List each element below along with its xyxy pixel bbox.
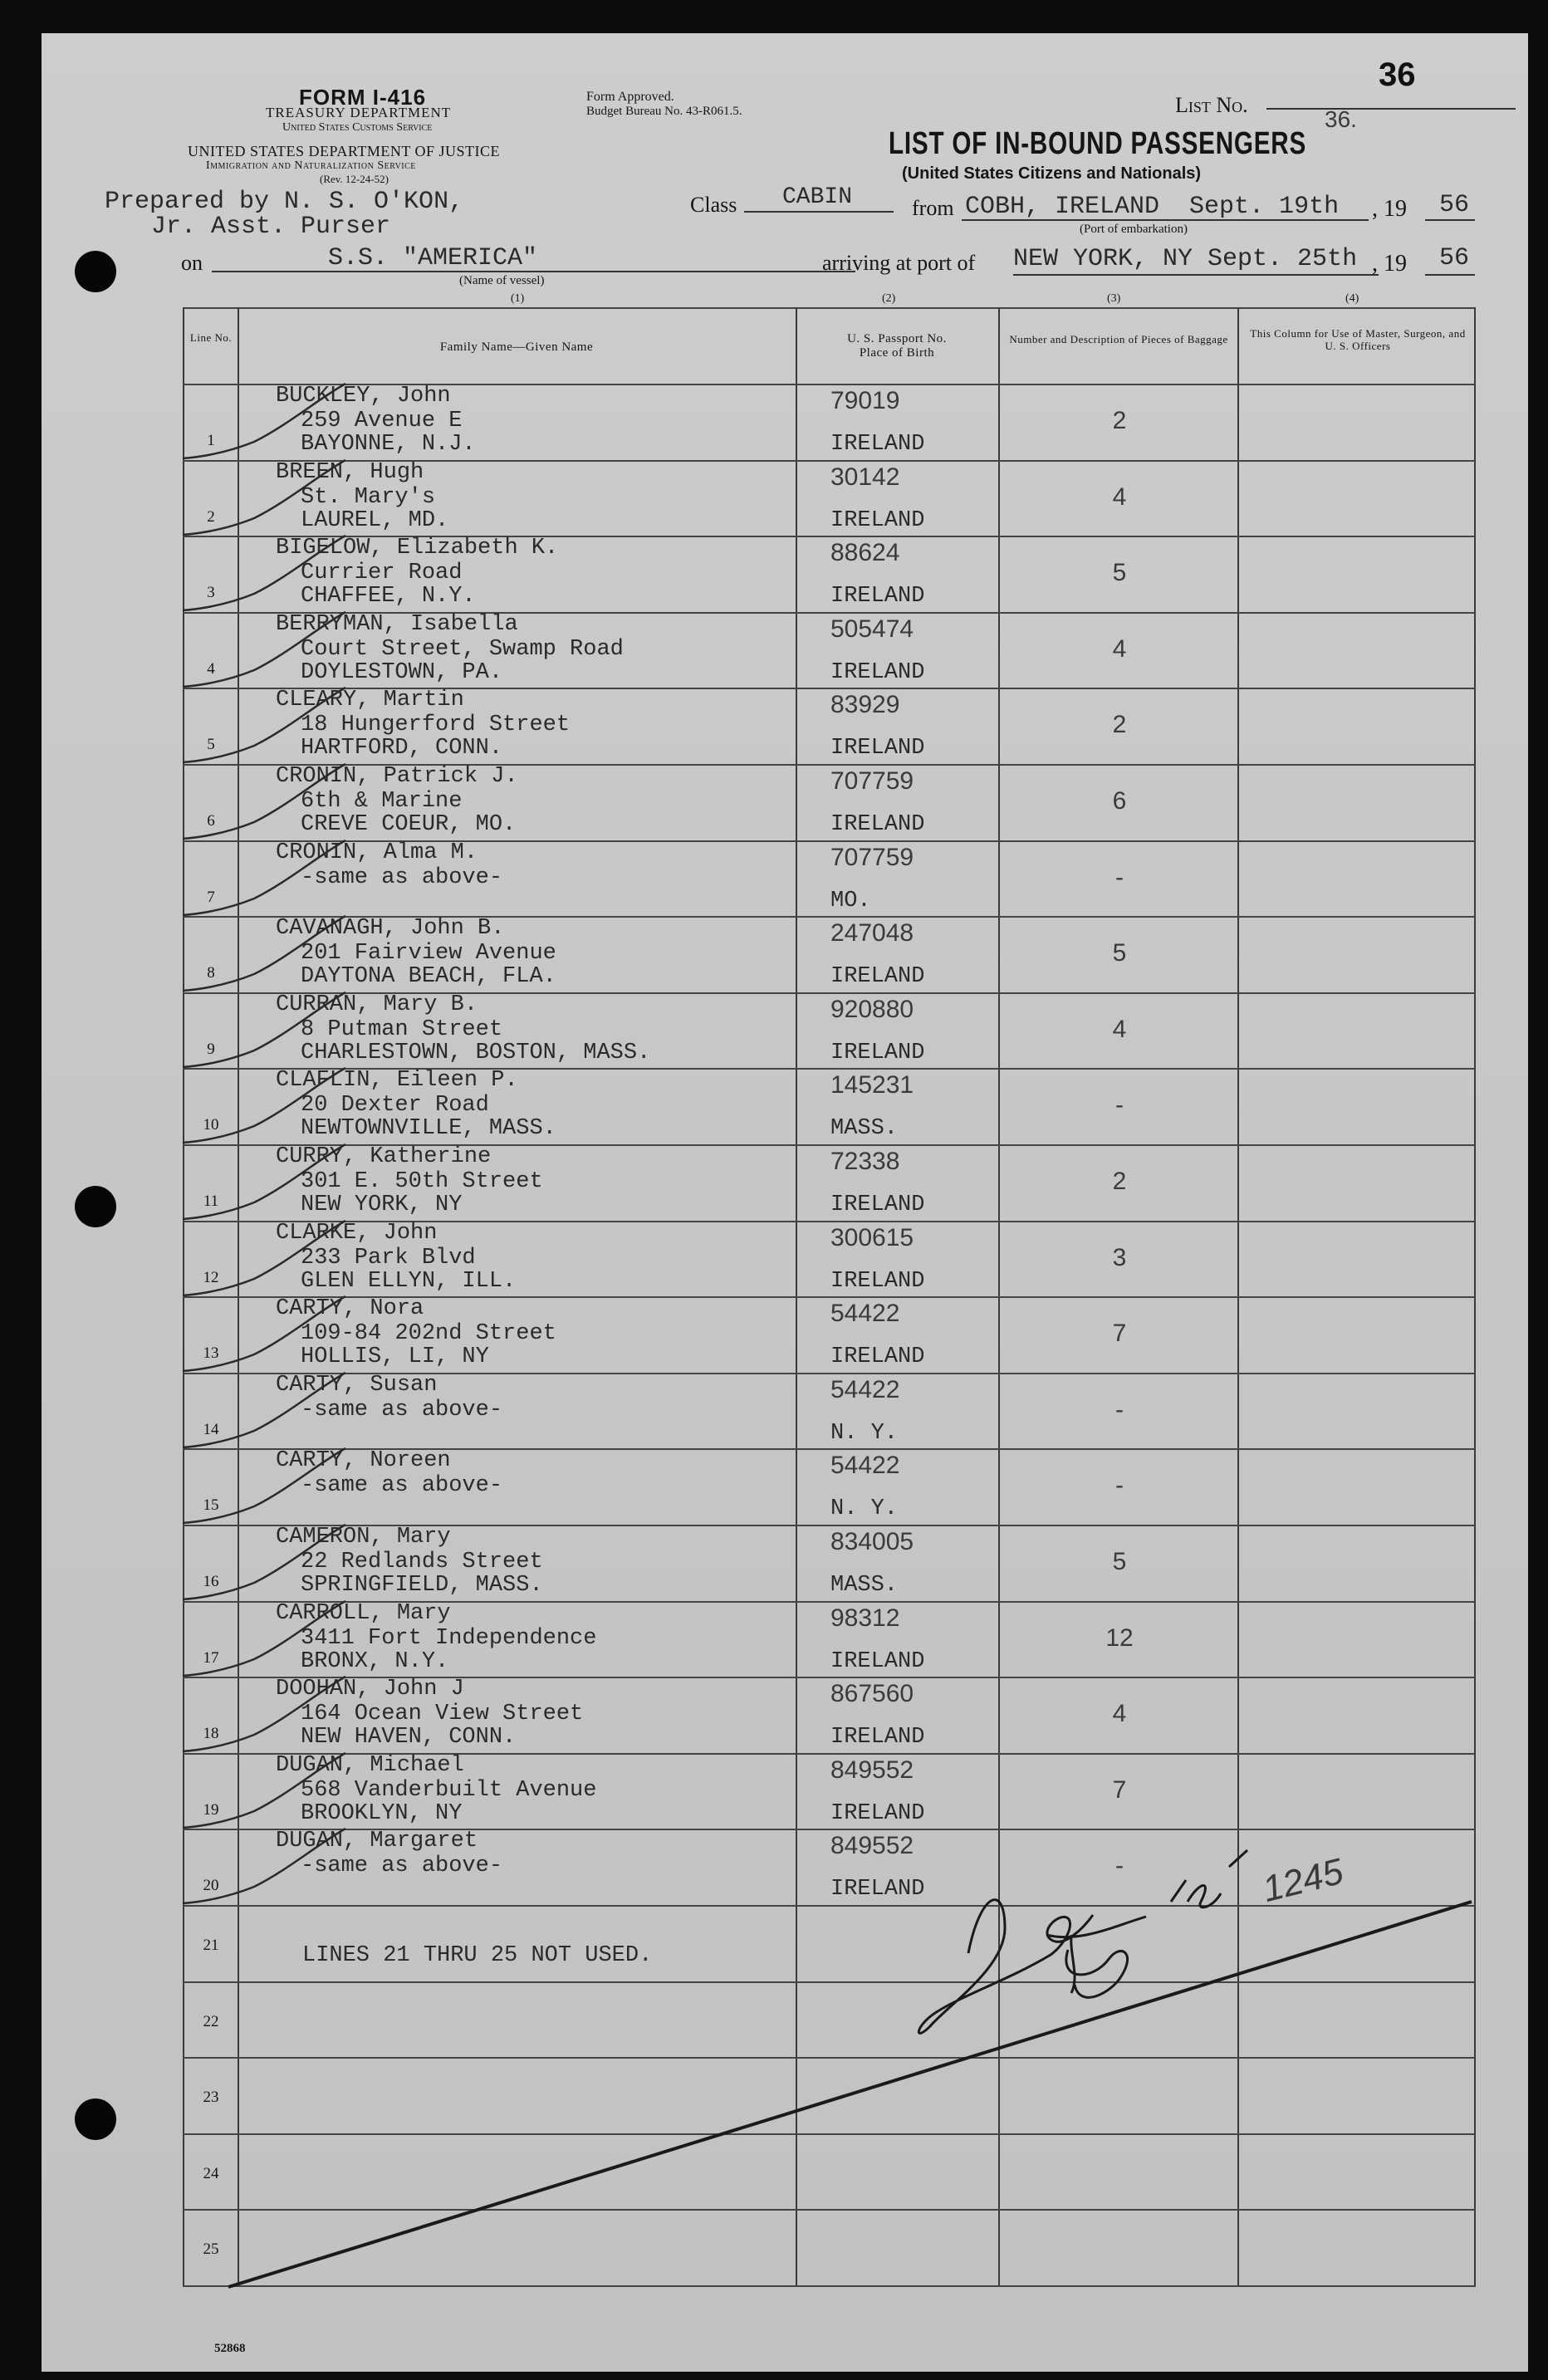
line-number: 11 — [203, 1192, 219, 1210]
baggage-count: - — [1115, 1472, 1124, 1500]
address-line-1: -same as above- — [301, 1854, 503, 1879]
passenger-name: CARTY, Susan — [276, 1372, 438, 1398]
baggage-count: 2 — [1112, 711, 1127, 739]
vessel-label: (Name of vessel) — [459, 274, 545, 287]
place-of-birth: IRELAND — [830, 659, 925, 685]
class-label: Class — [690, 193, 737, 217]
line-number: 21 — [203, 1937, 219, 1954]
baggage-count: - — [1115, 863, 1124, 891]
passport-number: 849552 — [830, 1756, 914, 1784]
address-line-2: CHARLESTOWN, BOSTON, MASS. — [301, 1040, 651, 1065]
col-num-4: (4) — [1345, 292, 1359, 305]
passenger-name: CRONIN, Alma M. — [276, 840, 478, 865]
budget-bureau: Budget Bureau No. 43-R061.5. — [586, 105, 742, 118]
form-approved: Form Approved. — [586, 90, 674, 104]
baggage-count: 5 — [1112, 1548, 1127, 1575]
passenger-name: BREEN, Hugh — [276, 459, 424, 485]
passport-number: 247048 — [830, 919, 914, 948]
passenger-name: CLARKE, John — [276, 1220, 438, 1246]
passenger-name: CARROLL, Mary — [276, 1600, 451, 1626]
address-line-2: SPRINGFIELD, MASS. — [301, 1573, 543, 1598]
address-line-1: Currier Road — [301, 561, 463, 586]
passenger-name: CARTY, Nora — [276, 1296, 424, 1322]
line-number: 1 — [207, 432, 215, 449]
line-number: 25 — [203, 2240, 219, 2259]
place-of-birth: MASS. — [830, 1573, 899, 1598]
baggage-count: 6 — [1112, 787, 1127, 815]
address-line-1: 20 Dexter Road — [301, 1093, 489, 1119]
address-line-2: BROOKLYN, NY — [301, 1800, 463, 1826]
line-number: 3 — [207, 584, 215, 602]
class-value: CABIN — [782, 184, 853, 210]
place-of-birth: IRELAND — [830, 1648, 925, 1674]
place-of-birth: IRELAND — [830, 1800, 925, 1826]
baggage-count: 5 — [1112, 939, 1127, 967]
from-label: from — [912, 196, 954, 220]
baggage-count: 7 — [1112, 1775, 1127, 1804]
passport-number: 79019 — [830, 387, 900, 414]
col-num-2: (2) — [882, 292, 896, 305]
baggage-count: 4 — [1112, 1700, 1127, 1728]
address-line-2: LAUREL, MD. — [301, 507, 449, 533]
address-line-1: 22 Redlands Street — [301, 1550, 543, 1574]
col-header-name: Family Name—Given Name — [439, 340, 594, 354]
passport-number: 83929 — [830, 691, 900, 719]
page-number: 36 — [1379, 56, 1416, 93]
passenger-name: CAVANAGH, John B. — [276, 916, 505, 942]
form-title: LIST OF IN-BOUND PASSENGERS — [889, 126, 1307, 161]
address-line-1: 301 E. 50th Street — [301, 1169, 543, 1194]
line-number: 14 — [203, 1420, 219, 1438]
justice-dept: UNITED STATES DEPARTMENT OF JUSTICE — [188, 143, 501, 159]
col-header-passport: U. S. Passport No. Place of Birth — [847, 332, 947, 360]
place-of-birth: IRELAND — [830, 1725, 925, 1751]
line-number: 7 — [207, 888, 215, 906]
passenger-name: BUCKLEY, John — [276, 384, 451, 409]
baggage-count: 2 — [1112, 407, 1127, 434]
place-of-birth: IRELAND — [830, 812, 925, 837]
line-number: 17 — [203, 1648, 219, 1667]
address-line-1: 6th & Marine — [301, 789, 463, 814]
baggage-count: 4 — [1112, 634, 1127, 663]
signature — [919, 1850, 1247, 2033]
address-line-2: GLEN ELLYN, ILL. — [301, 1268, 517, 1294]
passport-number: 54422 — [830, 1375, 900, 1403]
handwritten-time: 1245 — [1258, 1850, 1348, 1911]
address-line-1: 3411 Fort Independence — [301, 1625, 597, 1651]
address-line-1: 164 Ocean View Street — [301, 1702, 584, 1727]
not-used-note: LINES 21 THRU 25 NOT USED. — [302, 1943, 653, 1968]
document-page — [42, 33, 1528, 2372]
port-embark-label: (Port of embarkation) — [1080, 223, 1188, 236]
line-number: 6 — [207, 812, 215, 830]
treasury-dept: TREASURY DEPARTMENT — [266, 105, 452, 120]
arriving-label: arriving at port of — [822, 251, 976, 275]
passport-number: 849552 — [830, 1832, 914, 1860]
place-of-birth: IRELAND — [830, 1268, 925, 1294]
passenger-name: CURRY, Katherine — [276, 1144, 492, 1169]
col-header-line-no: Line No. — [189, 331, 233, 344]
passenger-name: CRONIN, Patrick J. — [276, 764, 518, 789]
on-label: on — [181, 251, 203, 275]
address-line-2: BAYONNE, N.J. — [301, 432, 476, 457]
address-line-1: Court Street, Swamp Road — [301, 636, 624, 662]
address-line-1: 8 Putman Street — [301, 1016, 503, 1042]
passport-number: 88624 — [830, 539, 900, 567]
passenger-name: DUGAN, Michael — [276, 1752, 464, 1778]
passport-number: 54422 — [830, 1300, 900, 1328]
passport-number: 72338 — [830, 1148, 900, 1175]
address-line-2: HARTFORD, CONN. — [301, 736, 503, 762]
year-2: 56 — [1439, 244, 1470, 272]
place-of-birth: N. Y. — [830, 1496, 899, 1522]
passenger-name: CLEARY, Martin — [276, 688, 464, 713]
year-1: 56 — [1439, 191, 1470, 219]
customs-service: United States Customs Service — [282, 121, 433, 134]
place-of-birth: IRELAND — [830, 507, 925, 533]
prepared-by: Prepared by N. S. O'KON, — [105, 188, 464, 216]
prepared-title: Jr. Asst. Purser — [151, 213, 391, 241]
footer-code: 52868 — [214, 2342, 246, 2355]
address-line-1: 18 Hungerford Street — [301, 713, 571, 738]
line-number: 16 — [203, 1573, 219, 1590]
strike-through-line — [42, 33, 1528, 2372]
col-header-baggage: Number and Description of Pieces of Baggage — [1009, 333, 1228, 345]
passport-number: 300615 — [830, 1223, 914, 1251]
baggage-count: 7 — [1112, 1320, 1127, 1348]
address-line-2: CREVE COEUR, MO. — [301, 812, 517, 837]
line-number: 24 — [203, 2164, 219, 2182]
line-number: 9 — [207, 1040, 215, 1058]
place-of-birth: IRELAND — [830, 964, 925, 990]
passenger-name: DOOHAN, John J — [276, 1677, 464, 1702]
place-of-birth: N. Y. — [830, 1420, 899, 1446]
line-number: 13 — [203, 1344, 219, 1363]
place-of-birth: IRELAND — [830, 736, 925, 762]
place-of-birth: IRELAND — [830, 1877, 925, 1903]
baggage-count: 12 — [1105, 1623, 1134, 1652]
line-number: 23 — [203, 2089, 219, 2107]
col-num-1: (1) — [511, 292, 525, 305]
list-no-label: List No. — [1175, 93, 1248, 117]
address-line-1: 568 Vanderbuilt Avenue — [301, 1777, 597, 1803]
address-line-2: BRONX, N.Y. — [301, 1648, 449, 1674]
address-line-1: -same as above- — [301, 864, 503, 890]
passport-number: 834005 — [830, 1528, 914, 1555]
place-of-birth: MASS. — [830, 1116, 899, 1142]
address-line-2: CHAFFEE, N.Y. — [301, 584, 476, 610]
line-number: 20 — [203, 1877, 219, 1895]
passport-number: 505474 — [830, 615, 914, 643]
address-line-2: NEW YORK, NY — [301, 1192, 463, 1217]
address-line-1: -same as above- — [301, 1397, 503, 1423]
address-line-2: NEWTOWNVILLE, MASS. — [301, 1116, 556, 1142]
place-of-birth: IRELAND — [830, 1192, 925, 1217]
place-of-birth: MO. — [830, 888, 871, 913]
address-line-1: St. Mary's — [301, 484, 436, 510]
revision-date: (Rev. 12-24-52) — [320, 173, 389, 185]
line-number: 4 — [207, 659, 215, 678]
address-line-1: -same as above- — [301, 1473, 503, 1499]
from-value: COBH, IRELAND Sept. 19th — [965, 193, 1340, 221]
arriving-value: NEW YORK, NY Sept. 25th — [1013, 245, 1358, 273]
place-of-birth: IRELAND — [830, 584, 925, 610]
col-num-3: (3) — [1107, 292, 1121, 305]
address-line-1: 109-84 202nd Street — [301, 1321, 556, 1347]
passport-number: 707759 — [830, 843, 914, 871]
address-line-2: NEW HAVEN, CONN. — [301, 1725, 517, 1751]
list-no-value: 36. — [1325, 106, 1357, 132]
line-number: 2 — [207, 507, 215, 526]
place-of-birth: IRELAND — [830, 432, 925, 457]
passenger-name: CURRAN, Mary B. — [276, 992, 478, 1017]
line-number: 12 — [203, 1268, 219, 1286]
address-line-1: 201 Fairview Avenue — [301, 941, 556, 967]
baggage-count: 3 — [1112, 1243, 1127, 1271]
passenger-name: CLAFLIN, Eileen P. — [276, 1068, 518, 1094]
passenger-name: BIGELOW, Elizabeth K. — [276, 536, 559, 561]
line-number: 18 — [203, 1725, 219, 1743]
address-line-2: DOYLESTOWN, PA. — [301, 659, 503, 685]
baggage-count: 5 — [1112, 559, 1127, 587]
line-number: 22 — [203, 2012, 219, 2030]
address-line-2: DAYTONA BEACH, FLA. — [301, 964, 556, 990]
line-number: 15 — [203, 1496, 219, 1515]
passport-number: 920880 — [830, 995, 914, 1023]
passenger-name: CAMERON, Mary — [276, 1525, 451, 1550]
place-of-birth: IRELAND — [830, 1040, 925, 1065]
col-header-officers: This Column for Use of Master, Surgeon, and U. S. Officers — [1250, 327, 1466, 352]
form-number: FORM I-416 — [299, 85, 427, 110]
line-number: 10 — [203, 1116, 219, 1134]
address-line-1: 233 Park Blvd — [301, 1245, 476, 1271]
passenger-name: BERRYMAN, Isabella — [276, 611, 518, 637]
year-sep-1: , 19 — [1372, 196, 1407, 222]
line-number: 5 — [207, 736, 215, 754]
passport-number: 54422 — [830, 1452, 900, 1480]
vessel-name: S.S. "AMERICA" — [328, 244, 538, 272]
place-of-birth: IRELAND — [830, 1344, 925, 1370]
passport-number: 707759 — [830, 767, 914, 795]
line-number: 8 — [207, 964, 215, 982]
baggage-count: - — [1115, 1852, 1124, 1880]
form-subtitle: (United States Citizens and Nationals) — [902, 164, 1202, 183]
baggage-count: - — [1115, 1395, 1124, 1423]
passport-number: 98312 — [830, 1604, 900, 1632]
year-sep-2: , 19 — [1372, 251, 1407, 277]
baggage-count: 4 — [1112, 482, 1127, 511]
baggage-count: 2 — [1112, 1168, 1127, 1195]
passport-number: 145231 — [830, 1071, 914, 1099]
ins-service: Immigration and Naturalization Service — [206, 159, 416, 172]
passport-number: 30142 — [830, 463, 900, 491]
address-line-2: HOLLIS, LI, NY — [301, 1344, 489, 1370]
baggage-count: - — [1115, 1091, 1124, 1119]
passenger-name: CARTY, Noreen — [276, 1448, 451, 1474]
passenger-name: DUGAN, Margaret — [276, 1829, 478, 1854]
passport-number: 867560 — [830, 1680, 914, 1708]
line-number: 19 — [203, 1800, 219, 1819]
address-line-1: 259 Avenue E — [301, 409, 463, 433]
baggage-count: 4 — [1112, 1015, 1127, 1043]
